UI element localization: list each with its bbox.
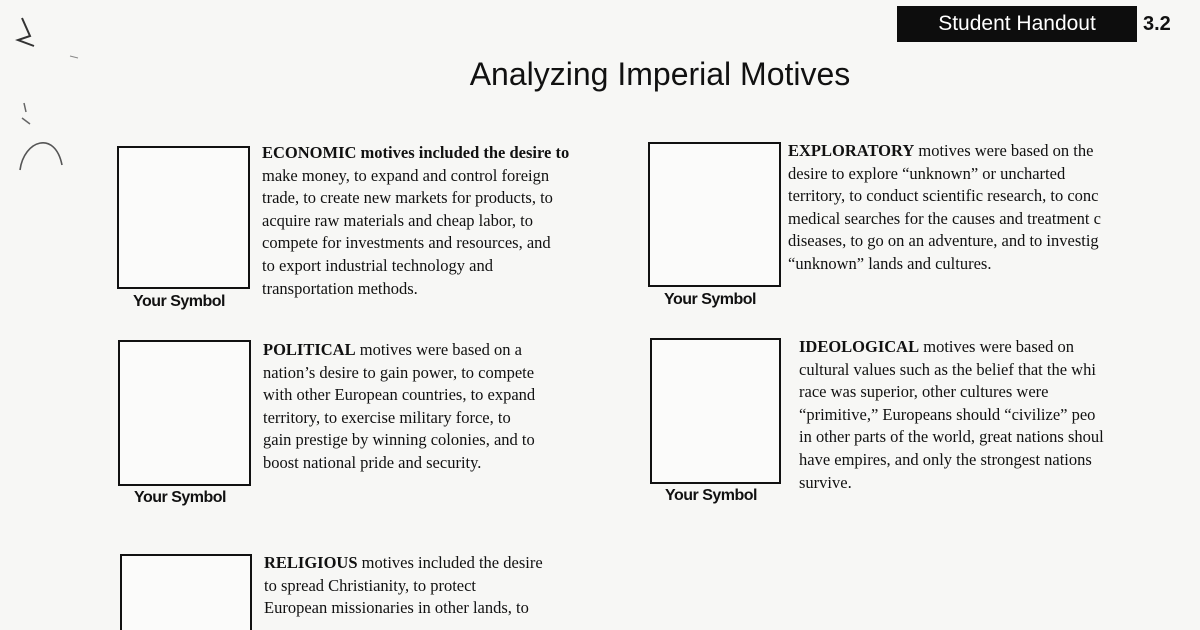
- religious-symbol-box[interactable]: [120, 554, 252, 630]
- economic-line: to export industrial technology and: [262, 255, 493, 275]
- ideological-line: in other parts of the world, great nations shoul: [799, 427, 1104, 447]
- political-line: gain prestige by winning colonies, and to: [263, 430, 535, 450]
- ideological-motive-text: [799, 336, 1200, 494]
- exploratory-line: “unknown” lands and cultures.: [788, 253, 992, 273]
- ideological-line: “primitive,” Europeans should “civilize” peo: [799, 404, 1096, 424]
- exploratory-line: medical searches for the causes and treatment c: [788, 208, 1101, 228]
- religious-line: to spread Christianity, to protect: [264, 575, 477, 595]
- economic-line: transportation methods.: [262, 278, 418, 298]
- religious-line: RELIGIOUS motives included the desire: [264, 553, 543, 572]
- economic-line: make money, to expand and control foreign: [262, 165, 550, 185]
- ideological-symbol-label: Your Symbol: [665, 487, 757, 504]
- ideological-line: have empires, and only the strongest nations: [799, 449, 1092, 469]
- political-line: boost national pride and security.: [263, 452, 482, 472]
- ideological-line: survive.: [799, 472, 852, 492]
- political-line: territory, to exercise military force, to: [263, 407, 511, 427]
- economic-line: trade, to create new markets for products, to: [262, 188, 553, 208]
- political-line: POLITICAL motives were based on a: [263, 340, 522, 359]
- political-motive-text: [263, 339, 643, 475]
- economic-symbol-label: Your Symbol: [133, 293, 225, 310]
- exploratory-line: territory, to conduct scientific research, to conc: [788, 186, 1099, 206]
- exploratory-motive-text: [788, 140, 1200, 276]
- economic-motive-text: [262, 142, 652, 300]
- economic-symbol-box[interactable]: [117, 146, 250, 289]
- ideological-line: cultural values such as the belief that the whi: [799, 359, 1096, 379]
- page-title: Analyzing Imperial Motives: [469, 56, 851, 92]
- economic-line: acquire raw materials and cheap labor, to: [262, 210, 534, 230]
- religious-line: European missionaries in other lands, to: [264, 598, 529, 618]
- political-line: with other European countries, to expand: [263, 385, 536, 405]
- economic-line: ECONOMIC motives included the desire to: [262, 143, 570, 162]
- exploratory-line: diseases, to go on an adventure, and to investig: [788, 231, 1099, 251]
- exploratory-line: EXPLORATORY motives were based on the: [788, 141, 1094, 160]
- religious-motive-text: [264, 552, 644, 620]
- political-symbol-label: Your Symbol: [134, 489, 226, 506]
- exploratory-symbol-box[interactable]: [648, 142, 781, 287]
- political-symbol-box[interactable]: [118, 340, 251, 486]
- exploratory-symbol-label: Your Symbol: [664, 291, 756, 308]
- ideological-symbol-box[interactable]: [650, 338, 781, 484]
- handout-number: 3.2: [1143, 12, 1171, 35]
- handout-label: Student Handout: [897, 6, 1137, 42]
- political-line: nation’s desire to gain power, to compete: [263, 362, 535, 382]
- exploratory-line: desire to explore “unknown” or uncharted: [788, 163, 1066, 183]
- economic-line: compete for investments and resources, and: [262, 233, 551, 253]
- ideological-line: race was superior, other cultures were: [799, 382, 1049, 402]
- ideological-line: IDEOLOGICAL motives were based on: [799, 337, 1074, 356]
- handout-tag: [897, 6, 1200, 42]
